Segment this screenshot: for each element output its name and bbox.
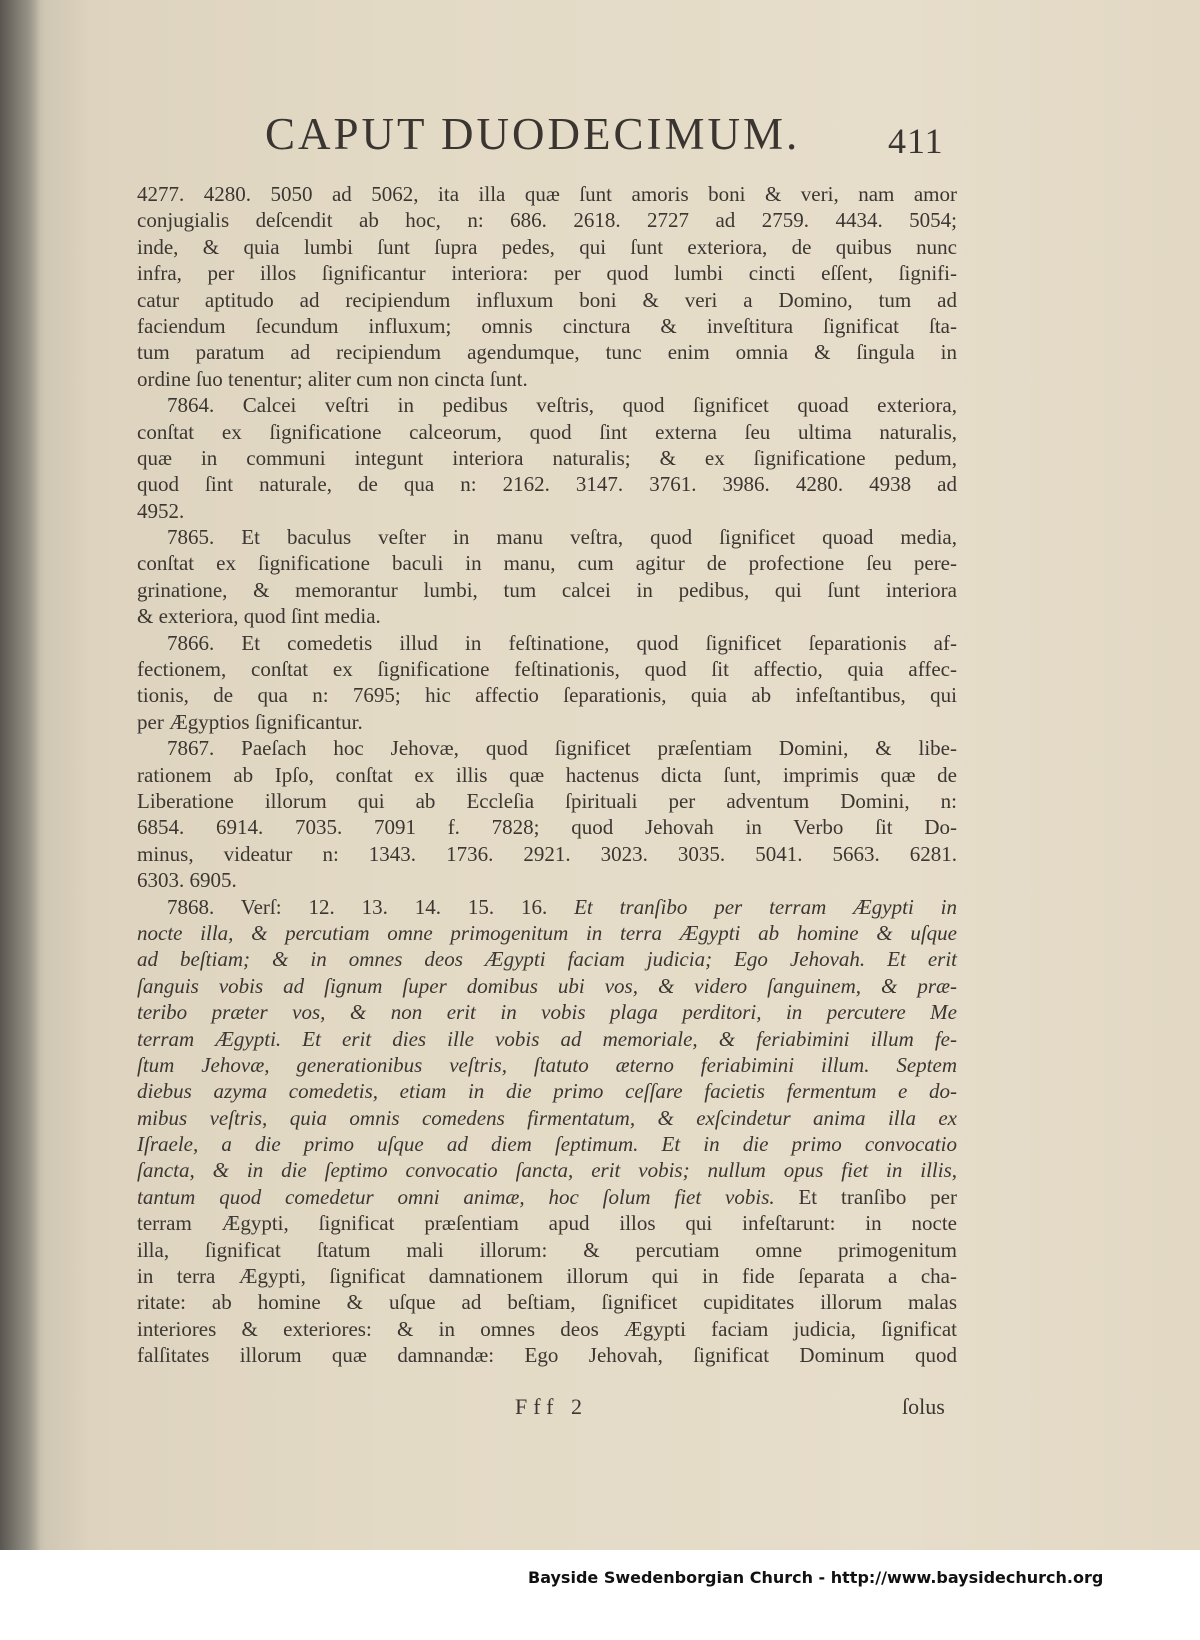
text-line: terram Ægypti. Et erit dies ille vobis ad memoriale, & feriabimini illum fe- — [137, 1026, 957, 1051]
text-line: 4952. — [137, 498, 185, 523]
text-line: Iſraele, a die primo uſque ad diem ſeptimum. Et in die primo convocatio — [137, 1132, 957, 1157]
running-title: CAPUT DUODECIMUM. — [265, 109, 801, 159]
catchword: ſolus — [902, 1394, 945, 1419]
text-line: falſitates illorum quæ damnandæ: Ego Jehovah, ſignificat Dominum quod — [137, 1343, 957, 1368]
text-line: conſtat ex ſignificatione baculi in manu, cum agitur de profectione ſeu pere- — [137, 551, 957, 576]
text-line: conjugialis deſcendit ab hoc, n: 686. 2618. 2727 ad 2759. 4434. 5054; — [137, 208, 957, 233]
text-line: 7865. Et baculus veſter in manu veſtra, quod ſignificet quoad media, — [167, 525, 957, 550]
text-line: Liberatione illorum qui ab Eccleſia ſpirituali per adventum Domini, n: — [137, 788, 957, 813]
text-segment: Et tranſibo per — [798, 1184, 957, 1209]
book-spine-shadow — [0, 0, 40, 1550]
text-line: 7867. Paeſach hoc Jehovæ, quod ſignificet præſentiam Domini, & libe- — [167, 736, 957, 761]
text-line: ſtum Jehovæ, generationibus veſtris, ſtatuto æterno feriabimini illum. Septem — [137, 1052, 957, 1077]
text-segment: Et tranſibo per terram Ægypti in — [574, 894, 957, 919]
text-line: catur aptitudo ad recipiendum influxum boni & veri a Domino, tum ad — [137, 287, 957, 312]
text-line: 4277. 4280. 5050 ad 5062, ita illa quæ ſunt amoris boni & veri, nam amor — [137, 182, 957, 206]
text-line: conſtat ex ſignificatione calceorum, quod ſint externa ſeu ultima naturalis, — [137, 419, 957, 444]
text-line: rationem ab Ipſo, conſtat ex illis quæ hactenus dicta ſunt, imprimis quæ de — [137, 762, 957, 787]
text-line: & exteriora, quod ſint media. — [137, 604, 381, 629]
text-line: grinatione, & memorantur lumbi, tum calcei in pedibus, qui ſunt interiora — [137, 577, 957, 602]
text-line: nocte illa, & percutiam omne primogenitum in terra Ægypti ab homine & uſque — [137, 920, 957, 945]
text-line: in terra Ægypti, ſignificat damnationem illorum qui in fide ſeparata a cha- — [137, 1264, 957, 1289]
text-line: ritate: ab homine & uſque ad beſtiam, ſignificet cupiditates illorum malas — [137, 1290, 957, 1315]
text-line: 6854. 6914. 7035. 7091 f. 7828; quod Jehovah in Verbo ſit Do- — [137, 815, 957, 840]
text-line: tionis, de qua n: 7695; hic affectio ſeparationis, quia ab infeſtantibus, qui — [137, 683, 957, 708]
body-text — [137, 181, 957, 1369]
text-line: tum paratum ad recipiendum agendumque, tunc enim omnia & ſingula in — [137, 340, 957, 365]
text-line: ſanguis vobis ad ſignum ſuper domibus ubi vos, & videro ſanguinem, & præ- — [137, 973, 957, 998]
text-line: ſancta, & in die ſeptimo convocatio ſancta, erit vobis; nullum opus fiet in illis, — [137, 1158, 957, 1183]
text-line: diebus azyma comedetis, etiam in die primo ceſſare facietis fermentum e do- — [137, 1079, 957, 1104]
text-line: illa, ſignificat ſtatum mali illorum: & percutiam omne primogenitum — [137, 1237, 957, 1262]
text-line: per Ægyptios ſignificantur. — [137, 709, 363, 734]
page-footer — [0, 1394, 1200, 1424]
text-line — [137, 894, 957, 920]
text-line: 7866. Et comedetis illud in feſtinatione, quod ſignificet ſeparationis af- — [167, 630, 957, 655]
text-line: inde, & quia lumbi ſunt ſupra pedes, qui ſunt exteriora, de quibus nunc — [137, 234, 957, 259]
text-line: faciendum ſecundum influxum; omnis cinctura & inveſtitura ſignificat ſta- — [137, 313, 957, 338]
text-segment: 7868. Verſ: 12. 13. 14. 15. 16. — [167, 894, 548, 919]
text-line: minus, videatur n: 1343. 1736. 2921. 3023. 3035. 5041. 5663. 6281. — [137, 841, 957, 866]
text-line: fectionem, conſtat ex ſignificatione feſtinationis, quod ſit affectio, quia affec- — [137, 657, 957, 682]
text-line: teribo præter vos, & non erit in vobis plaga perditori, in percutere Me — [137, 1000, 957, 1025]
text-line — [137, 1184, 957, 1210]
text-line: 6303. 6905. — [137, 868, 237, 893]
text-line: 7864. Calcei veſtri in pedibus veſtris, quod ſignificet quoad exteriora, — [167, 393, 957, 418]
signature-mark: Fff 2 — [515, 1394, 588, 1419]
text-line: ordine ſuo tenentur; aliter cum non cincta ſunt. — [137, 366, 528, 391]
page-header — [0, 108, 1200, 168]
text-line: ad beſtiam; & in omnes deos Ægypti faciam judicia; Ego Jehovah. Et erit — [137, 947, 957, 972]
text-line: quæ in communi integunt interiora naturalis; & ex ſignificatione pedum, — [137, 445, 957, 470]
text-line: mibus veſtris, quia omnis comedens firmentatum, & exſcindetur anima illa ex — [137, 1105, 957, 1130]
text-line: interiores & exteriores: & in omnes deos Ægypti faciam judicia, ſignificat — [137, 1316, 957, 1341]
page-number: 411 — [888, 121, 944, 161]
text-line: terram Ægypti, ſignificat præſentiam apud illos qui infeſtarunt: in nocte — [137, 1211, 957, 1236]
text-line: infra, per illos ſignificantur interiora: per quod lumbi cincti eſſent, ſignifi- — [137, 261, 957, 286]
text-line: quod ſint naturale, de qua n: 2162. 3147. 3761. 3986. 4280. 4938 ad — [137, 472, 957, 497]
source-credit: Bayside Swedenborgian Church - http://www.baysidechurch.org — [528, 1568, 1104, 1587]
text-segment: tantum quod comedetur omni animæ, hoc ſolum fiet vobis. — [137, 1184, 775, 1209]
